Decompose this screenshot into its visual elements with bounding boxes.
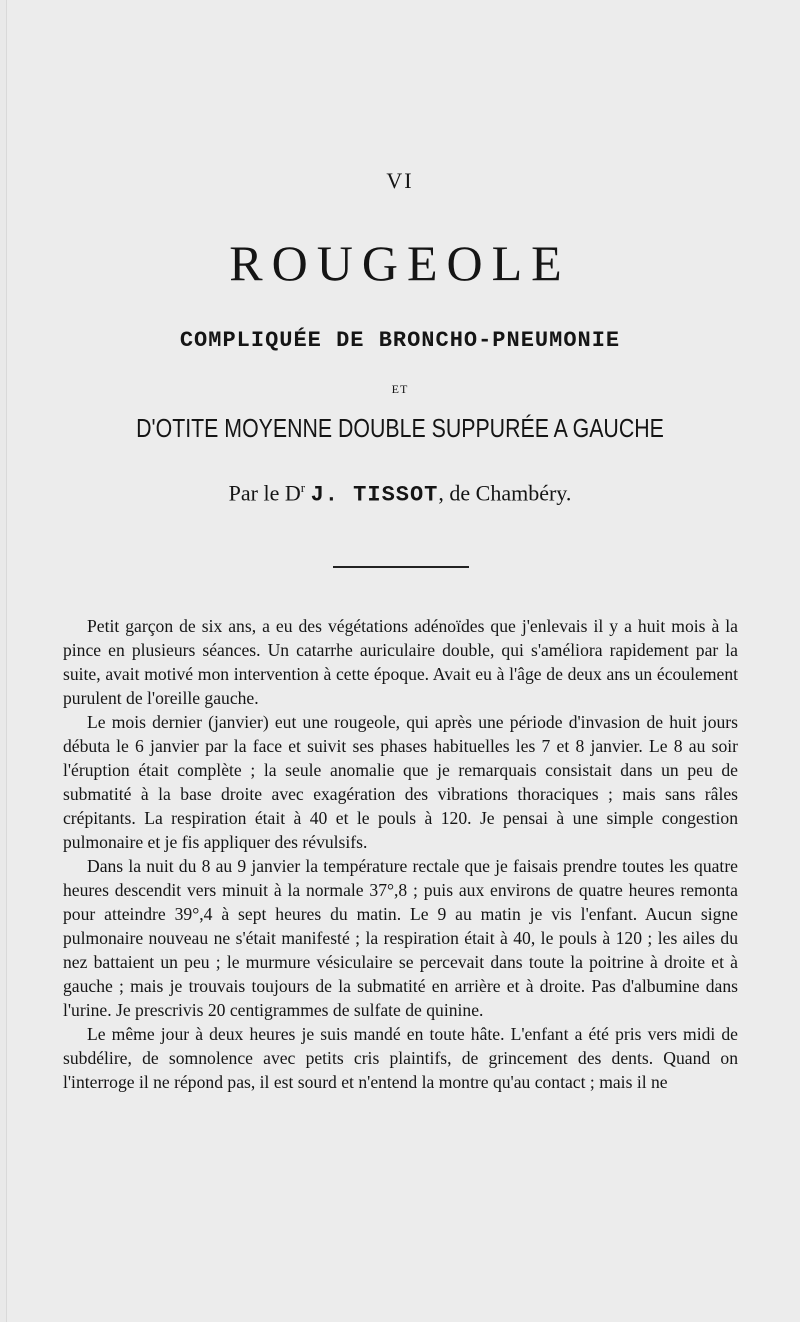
chapter-title: ROUGEOLE [229, 235, 571, 291]
section-divider [333, 566, 469, 568]
byline-prefix-sup: r [300, 480, 306, 495]
subtitle-conjunction: ET [391, 382, 409, 396]
byline-suffix: , de Chambéry. [438, 480, 572, 506]
article-body [63, 614, 738, 1094]
chapter-number: VI [386, 168, 414, 193]
paragraph-2: Le mois dernier (janvier) eut une rougeole, qui après une période d'invasion de huit jours débuta le 6 janvier par la face et suivit ses phases habituelles les 7 et 8 janvier. Le 8 au soir l'éruption était complète ; la seule anomalie que je remarquais consistait dans un peu de submatité à la base droite avec exagération des vibrations thoraciques ; mais sans râles crépitants. La respiration était à 40 et le pouls à 120. Je pensai à une simple congestion pulmonaire et je fis appliquer des révulsifs. [63, 712, 738, 852]
subtitle-line-1: COMPLIQUÉE DE BRONCHO-PNEUMONIE [179, 328, 621, 353]
author-name: J. TISSOT [310, 482, 439, 508]
byline-prefix: Par le D [228, 480, 301, 506]
byline [0, 480, 800, 507]
paragraph-1: Petit garçon de six ans, a eu des végétations adénoïdes que j'enlevais il y a huit mois à la pince en plusieurs séances. Un catarrhe auriculaire double, qui s'améliora rapidement par la suite, avait motivé mon intervention à cette époque. Avait eu à l'âge de deux ans un écoulement purulent de l'oreille gauche. [63, 616, 738, 708]
paragraph-4: Le même jour à deux heures je suis mandé en toute hâte. L'enfant a été pris vers midi de subdélire, de somnolence avec petits cris plaintifs, de grincement des dents. Quand on l'interroge il ne répond pas, il est sourd et n'entend la montre qu'au contact ; mais il ne [63, 1024, 738, 1092]
paragraph-3: Dans la nuit du 8 au 9 janvier la température rectale que je faisais prendre toutes les quatre heures descendit vers minuit à la normale 37°,8 ; puis aux environs de quatre heures remonta pour atteindre 39°,4 à sept heures du matin. Le 9 au matin je vis l'enfant. Aucun signe pulmonaire nouveau ne s'était manifesté ; la respiration était à 40, le pouls à 120 ; les ailes du nez battaient un peu ; le murmure vésiculaire se percevait dans toute la poitrine à droite et à gauche ; mais je trouvais toujours de la submatité en arrière et à droite. Pas d'albumine dans l'urine. Je prescrivis 20 centigrammes de sulfate de quinine. [63, 856, 738, 1020]
subtitle-line-2: D'OTITE MOYENNE DOUBLE SUPPURÉE A GAUCHE [136, 413, 664, 443]
